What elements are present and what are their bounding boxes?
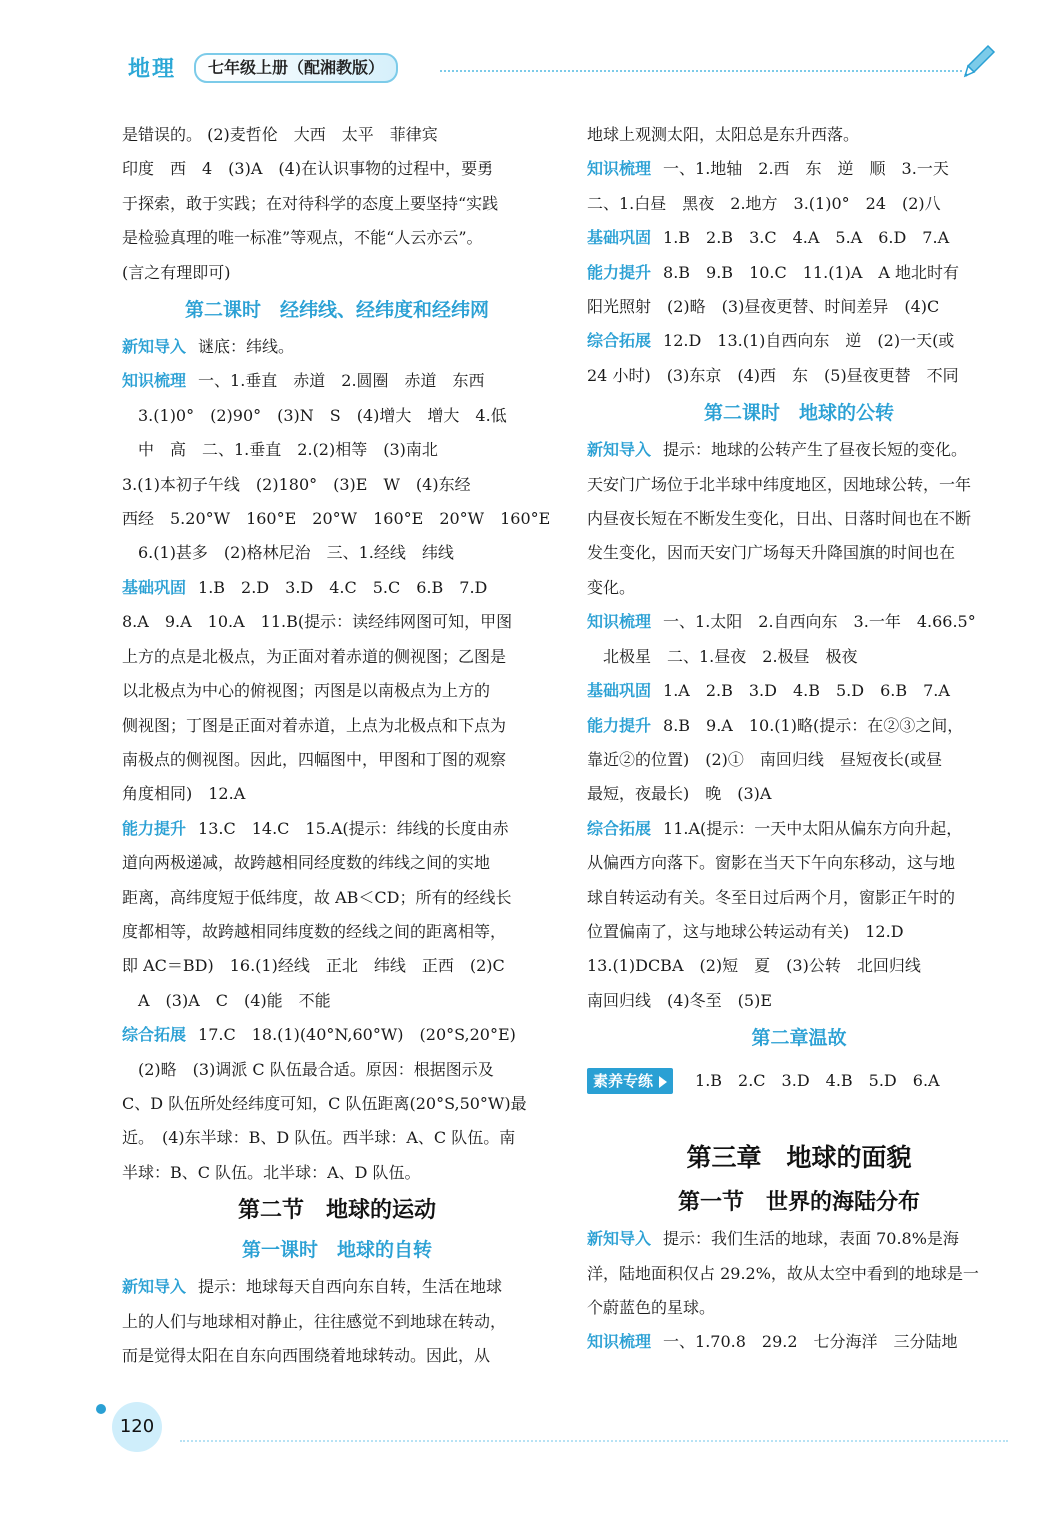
answer-text: 于探索，敢于实践；在对待科学的态度上要坚持“实践 — [122, 193, 499, 213]
practice-line — [587, 1058, 1011, 1104]
lesson-heading: 第二课时 经纬线、经纬度和经纬网 — [184, 299, 489, 322]
answer-text: 道向两极递减，故跨越相同经度数的纬线之间的实地 — [122, 853, 491, 873]
answer-text: 天安门广场位于北半球中纬度地区，因地球公转，一年 — [587, 474, 972, 494]
answer-text: 一、1.地轴 2.西 东 逆 顺 3.一天 — [663, 159, 949, 179]
answer-line — [122, 152, 552, 186]
answer-text: 1.B 2.B 3.C 4.A 5.A 6.D 7.A — [663, 228, 950, 248]
answer-line — [587, 1291, 1011, 1325]
answer-text: 上方的点是北极点，为正面对着赤道的侧视图；乙图是 — [122, 646, 507, 666]
answer-text: 8.A 9.A 10.A 11.B(提示：读经纬网图可知，甲图 — [122, 612, 513, 632]
answer-line — [122, 256, 552, 290]
answer-text: 13.(1)DCBA (2)短 夏 (3)公转 北回归线 — [587, 956, 921, 976]
answer-text: 近。 (4)东半球：B、D 队伍。西半球：A、C 队伍。南 — [122, 1128, 516, 1148]
answer-line — [122, 881, 552, 915]
answer-text: 中 高 二、1.垂直 2.(2)相等 (3)南北 — [122, 440, 438, 460]
footer-divider — [180, 1440, 1008, 1442]
answer-text: 阳光照射 (2)略 (3)昼夜更替、时间差异 (4)C — [587, 297, 940, 317]
answer-line — [587, 468, 1011, 502]
answer-text: 3.(1)0° (2)90° (3)N S (4)增大 增大 4.低 — [122, 405, 507, 425]
answer-line — [122, 709, 552, 743]
answer-text: 印度 西 4 (3)A (4)在认识事物的过程中，要勇 — [122, 159, 494, 179]
lesson-heading: 第二课时 地球的公转 — [703, 402, 894, 425]
answer-line — [122, 1053, 552, 1087]
section-label: 能力提升 — [587, 715, 652, 735]
answer-text: 从偏西方向落下。窗影在当天下午向东移动，这与地 — [587, 853, 956, 873]
answer-line — [587, 984, 1011, 1018]
pen-icon — [958, 42, 998, 82]
subject-title: 地理 — [128, 57, 177, 82]
answer-line — [587, 640, 1011, 674]
answer-text: 17.C 18.(1)(40°N,60°W) (20°S,20°E) — [198, 1025, 516, 1045]
page-dot-decoration — [96, 1404, 106, 1414]
answer-text: 位置偏南了，这与地球公转运动有关) 12.D — [587, 921, 904, 941]
answer-line — [587, 949, 1011, 983]
section-label: 新知导入 — [587, 1229, 652, 1249]
answer-line — [122, 812, 552, 846]
answer-line — [122, 949, 552, 983]
answer-text: 角度相同) 12.A — [122, 784, 246, 804]
answer-line — [122, 1121, 552, 1155]
answer-line — [122, 1018, 552, 1052]
answer-line — [587, 118, 1011, 152]
answer-line — [122, 605, 552, 639]
answer-line — [587, 502, 1011, 536]
answer-text: 距离，高纬度短于低纬度，故 AB＜CD；所有的经线长 — [122, 887, 512, 907]
answer-text: 一、1.70.8 29.2 七分海洋 三分陆地 — [663, 1332, 958, 1352]
answer-text: 度都相等，故跨越相同纬度数的经线之间的距离相等， — [122, 921, 507, 941]
answer-line — [122, 915, 552, 949]
lesson-heading: 第一课时 地球的自转 — [241, 1239, 432, 1262]
answer-text: 1.A 2.B 3.D 4.B 5.D 6.B 7.A — [663, 681, 950, 701]
answer-line — [587, 1325, 1011, 1359]
section-heading: 第一节 世界的海陆分布 — [677, 1189, 920, 1216]
section-label: 能力提升 — [587, 262, 652, 282]
section-label: 综合拓展 — [122, 1025, 187, 1045]
answer-text: 12.D 13.(1)自西向东 逆 (2)一天(或 — [663, 331, 955, 351]
page-header — [118, 50, 998, 84]
section-label: 能力提升 — [122, 818, 187, 838]
section-label: 知识梳理 — [122, 371, 187, 391]
section-label: 新知导入 — [122, 337, 187, 357]
answer-text: (2)略 (3)调派 C 队伍最合适。原因：根据图示及 — [122, 1059, 494, 1079]
answer-line — [587, 881, 1011, 915]
answer-text: 内昼夜长短在不断发生变化，日出、日落时间也在不断 — [587, 509, 972, 529]
answer-text: A (3)A C (4)能 不能 — [122, 990, 331, 1010]
answer-text: 6.(1)甚多 (2)格林尼治 三、1.经线 纬线 — [122, 543, 454, 563]
answer-line — [122, 743, 552, 777]
section-label: 基础巩固 — [587, 228, 652, 248]
answer-text: 提示：我们生活的地球，表面 70.8%是海 — [663, 1229, 959, 1249]
answer-text: 发生变化，因而天安门广场每天升降国旗的时间也在 — [587, 543, 956, 563]
answer-line — [122, 1339, 552, 1373]
answer-text: 24 小时) (3)东京 (4)西 东 (5)昼夜更替 不同 — [587, 365, 959, 385]
left-column — [122, 118, 552, 1373]
chapter-heading: 第三章 地球的面貌 — [686, 1143, 912, 1173]
answer-text: 一、1.垂直 赤道 2.圆圈 赤道 东西 — [198, 371, 485, 391]
answer-text: 是错误的。 (2)麦哲伦 大西 太平 菲律宾 — [122, 125, 438, 144]
answer-text: 13.C 14.C 15.A(提示：纬线的长度由赤 — [198, 818, 509, 838]
answer-line — [587, 152, 1011, 186]
answer-line — [587, 605, 1011, 639]
answer-text: 而是觉得太阳在自东向西围绕着地球转动。因此，从 — [122, 1346, 491, 1365]
answer-text: 靠近②的位置) (2)① 南回归线 昼短夜长(或昼 — [587, 749, 943, 769]
answer-line — [122, 536, 552, 570]
answer-line — [122, 221, 552, 255]
answer-line — [587, 359, 1011, 393]
section-label: 综合拓展 — [587, 818, 652, 838]
section-label: 新知导入 — [122, 1277, 187, 1297]
answer-line — [122, 984, 552, 1018]
answer-line — [122, 118, 552, 152]
section-label: 基础巩固 — [587, 681, 652, 701]
answer-line — [587, 571, 1011, 605]
section-label: 综合拓展 — [587, 331, 652, 351]
answer-line — [122, 502, 552, 536]
answer-line — [122, 330, 552, 364]
section-label: 新知导入 — [587, 440, 652, 460]
answer-text: 提示：地球每天自西向东自转，生活在地球 — [198, 1277, 503, 1297]
answer-text: 11.A(提示：一天中太阳从偏东方向升起， — [663, 818, 963, 838]
section-label: 知识梳理 — [587, 1332, 652, 1352]
answer-line — [587, 709, 1011, 743]
answer-line — [587, 674, 1011, 708]
answer-line — [587, 1222, 1011, 1256]
answer-text: 个蔚蓝色的星球。 — [587, 1297, 716, 1317]
answer-line — [587, 812, 1011, 846]
answer-text: 提示：地球的公转产生了昼夜长短的变化。 — [663, 440, 968, 460]
answer-line — [122, 571, 552, 605]
header-divider — [440, 70, 962, 72]
practice-badge-label: 素养专练 — [593, 1072, 654, 1091]
answer-text: 洋，陆地面积仅占 29.2%，故从太空中看到的地球是一 — [587, 1263, 979, 1283]
answer-text: 球自转运动有关。冬至日过后两个月，窗影正午时的 — [587, 887, 956, 907]
answer-text: 是检验真理的唯一标准”等观点，不能“人云亦云”。 — [122, 228, 483, 248]
answer-line — [587, 1257, 1011, 1291]
answer-line — [587, 536, 1011, 570]
answer-text: 最短，夜最长) 晚 (3)A — [587, 784, 772, 804]
answer-line — [122, 846, 552, 880]
answer-line — [122, 1305, 552, 1339]
answer-line — [587, 433, 1011, 467]
answer-text: 南回归线 (4)冬至 (5)E — [587, 990, 773, 1010]
answer-text: 二、1.白昼 黑夜 2.地方 3.(1)0° 24 (2)八 — [587, 193, 941, 213]
answer-line — [122, 1087, 552, 1121]
answer-text: 变化。 — [587, 577, 636, 597]
answer-text: 谜底：纬线。 — [198, 337, 295, 357]
answer-line — [587, 846, 1011, 880]
answer-line — [122, 399, 552, 433]
answer-text: (言之有理即可) — [122, 262, 231, 282]
answer-text: 半球：B、C 队伍。北半球：A、D 队伍。 — [122, 1162, 421, 1182]
answer-text: 侧视图；丁图是正面对着赤道，上点为北极点和下点为 — [122, 715, 507, 735]
spacer — [587, 1104, 1011, 1134]
answer-text: 西经 5.20°W 160°E 20°W 160°E 20°W 160°E — [122, 509, 551, 529]
answer-line — [122, 1156, 552, 1190]
arrow-right-icon — [659, 1076, 667, 1088]
answer-line — [587, 221, 1011, 255]
section-label: 知识梳理 — [587, 612, 652, 632]
answer-line — [122, 674, 552, 708]
section-label: 基础巩固 — [122, 577, 187, 597]
page-number: 120 — [112, 1402, 162, 1452]
answer-line — [587, 290, 1011, 324]
answer-line — [122, 187, 552, 221]
answer-text: 一、1.太阳 2.自西向东 3.一年 4.66.5° — [663, 612, 976, 632]
answer-line — [122, 433, 552, 467]
answer-text: 1.B 2.D 3.D 4.C 5.C 6.B 7.D — [198, 577, 488, 597]
answer-line — [122, 777, 552, 811]
answer-text: 以北极点为中心的俯视图；丙图是以南极点为上方的 — [122, 681, 491, 701]
answer-text: 即 AC＝BD) 16.(1)经线 正北 纬线 正西 (2)C — [122, 956, 505, 976]
answer-line — [587, 915, 1011, 949]
lesson-heading: 第二章温故 — [751, 1027, 847, 1050]
answer-line — [122, 468, 552, 502]
answer-text: 上的人们与地球相对静止，往往感觉不到地球在转动， — [122, 1311, 507, 1331]
answer-line — [587, 256, 1011, 290]
answer-text: 地球上观测太阳，太阳总是东升西落。 — [587, 125, 860, 144]
section-label: 知识梳理 — [587, 159, 652, 179]
grade-tag: 七年级上册（配湘教版） — [194, 53, 398, 83]
section-heading: 第二节 地球的运动 — [237, 1197, 436, 1224]
answer-line — [122, 640, 552, 674]
answer-text: 8.B 9.B 10.C 11.(1)A A 地北时有 — [663, 262, 960, 282]
answer-text: 南极点的侧视图。因此，四幅图中，甲图和丁图的观察 — [122, 749, 507, 769]
answer-line — [587, 324, 1011, 358]
answer-line — [587, 743, 1011, 777]
practice-badge — [587, 1068, 673, 1094]
answer-line — [587, 187, 1011, 221]
answer-text: C、D 队伍所处经纬度可知，C 队伍距离(20°S,50°W)最 — [122, 1093, 527, 1113]
answer-line — [122, 1270, 552, 1304]
answer-line — [587, 777, 1011, 811]
answer-line — [122, 364, 552, 398]
answer-text: 3.(1)本初子午线 (2)180° (3)E W (4)东经 — [122, 474, 471, 494]
answer-text: 1.B 2.C 3.D 4.B 5.D 6.A — [695, 1071, 940, 1091]
right-column — [587, 118, 1011, 1360]
answer-text: 北极星 二、1.昼夜 2.极昼 极夜 — [587, 646, 858, 666]
answer-text: 8.B 9.A 10.(1)略(提示：在②③之间， — [663, 715, 964, 735]
